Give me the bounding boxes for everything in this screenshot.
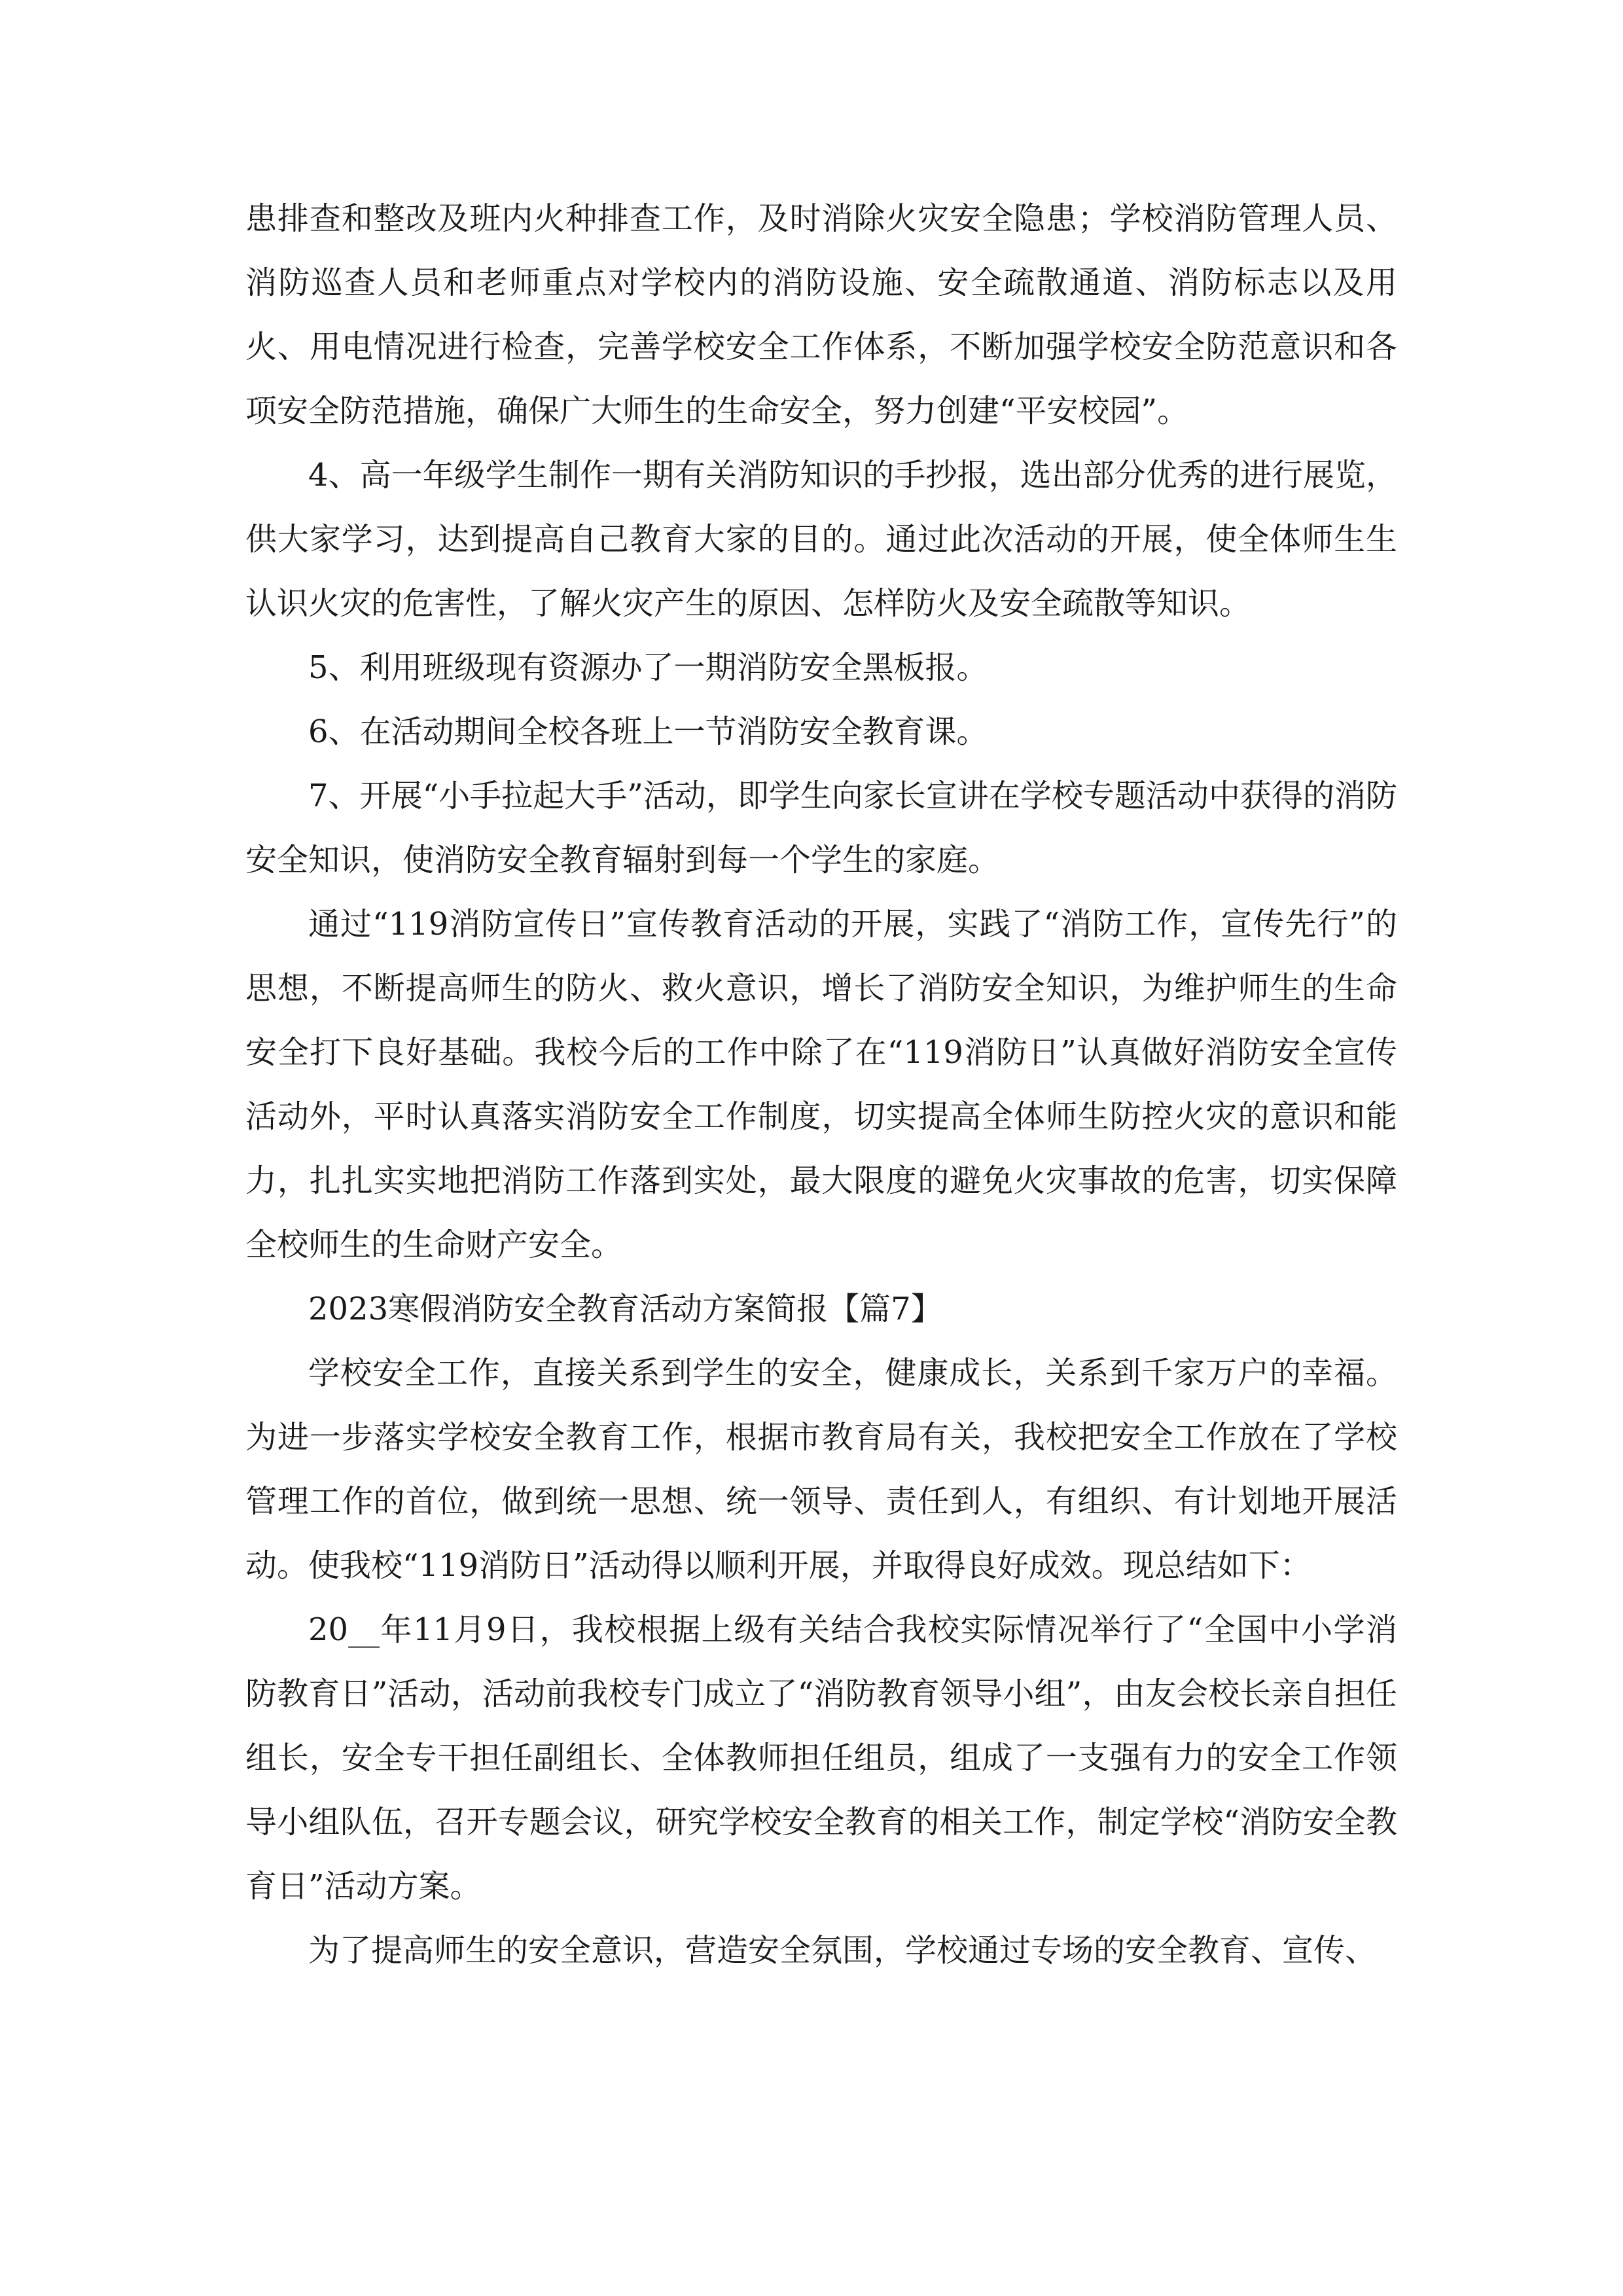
paragraph: 7、开展“小手拉起大手”活动，即学生向家长宣讲在学校专题活动中获得的消防安全知识，使消防安全教育辐射到每一个学生的家庭。: [245, 778, 1397, 878]
paragraph: 5、利用班级现有资源办了一期消防安全黑板报。: [308, 649, 988, 686]
paragraph: 患排查和整改及班内火种排查工作，及时消除火灾安全隐患；学校消防管理人员、消防巡查人员和老师重点对学校内的消防设施、安全疏散通道、消防标志以及用火、用电情况进行检查，完善学校安全工作体系，不断加强学校安全防范意识和各项安全防范措施，确保广大师生的生命安全，努力创建“平安校园”。: [245, 200, 1397, 429]
paragraph: 学校安全工作，直接关系到学生的安全，健康成长，关系到千家万户的幸福。为进一步落实学校安全教育工作，根据市教育局有关，我校把安全工作放在了学校管理工作的首位，做到统一思想、统一领导、责任到人，有组织、有计划地开展活动。使我校“119消防日”活动得以顺利开展，并取得良好成效。现总结如下：: [245, 1355, 1397, 1584]
paragraph: 20__年11月9日，我校根据上级有关结合我校实际情况举行了“全国中小学消防教育日”活动，活动前我校专门成立了“消防教育领导小组”，由友会校长亲自担任组长，安全专干担任副组长、全体教师担任组员，组成了一支强有力的安全工作领导小组队伍，召开专题会议，研究学校安全教育的相关工作，制定学校“消防安全教育日”活动方案。: [245, 1611, 1397, 1905]
paragraph: 6、在活动期间全校各班上一节消防安全教育课。: [308, 713, 988, 750]
document-body: [245, 187, 1397, 1982]
paragraph: 为了提高师生的安全意识，营造安全氛围，学校通过专场的安全教育、宣传、: [308, 1932, 1377, 1969]
section-heading: 2023寒假消防安全教育活动方案简报【篇7】: [308, 1291, 942, 1327]
paragraph: 通过“119消防宣传日”宣传教育活动的开展，实践了“消防工作，宣传先行”的思想，不断提高师生的防火、救火意识，增长了消防安全知识，为维护师生的生命安全打下良好基础。我校今后的工作中除了在“119消防日”认真做好消防安全宣传活动外，平时认真落实消防安全工作制度，切实提高全体师生防控火灾的意识和能力，扎扎实实地把消防工作落到实处，最大限度的避免火灾事故的危害，切实保障全校师生的生命财产安全。: [245, 906, 1397, 1263]
paragraph: 4、高一年级学生制作一期有关消防知识的手抄报，选出部分优秀的进行展览，供大家学习，达到提高自己教育大家的目的。通过此次活动的开展，使全体师生生认识火灾的危害性，了解火灾产生的原因、怎样防火及安全疏散等知识。: [245, 457, 1397, 622]
